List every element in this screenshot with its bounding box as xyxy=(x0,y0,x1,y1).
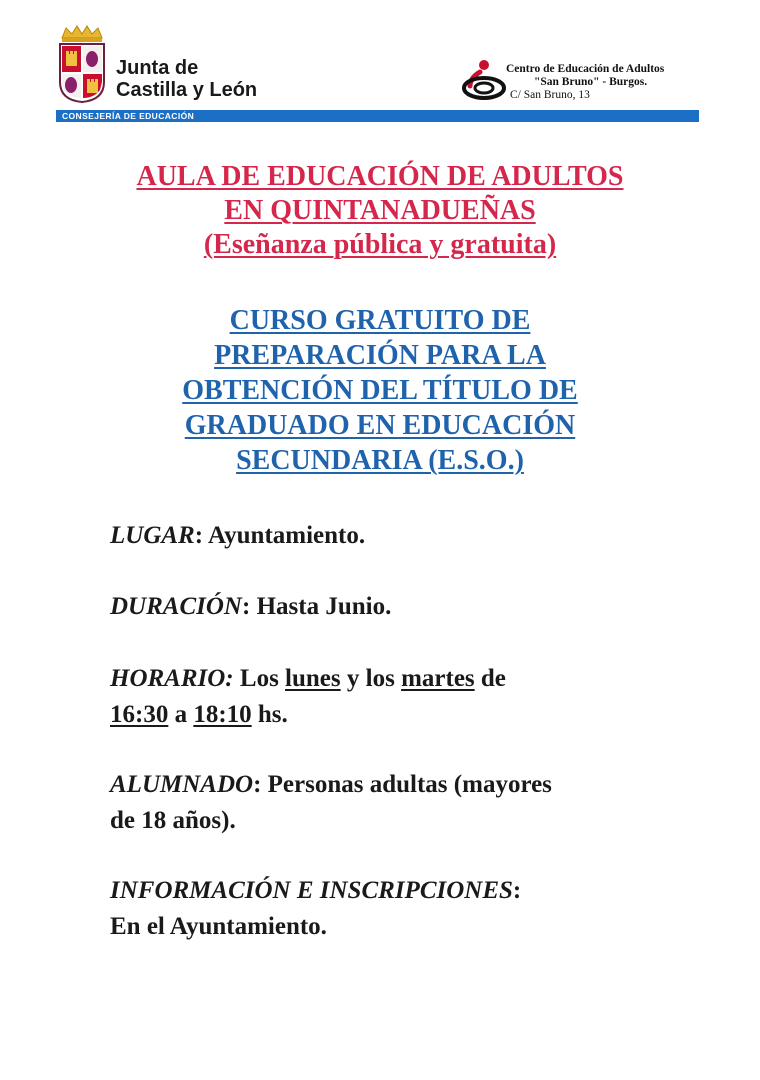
center-location: "San Bruno" - Burgos. xyxy=(534,76,648,88)
course-title-line1: CURSO GRATUITO DE xyxy=(229,305,531,336)
informacion-section: INFORMACIÓN E INSCRIPCIONES: En el Ayuntamiento. xyxy=(110,873,710,945)
horario-end-time: 18:10 xyxy=(193,701,252,728)
informacion-label: INFORMACIÓN E INSCRIPCIONES xyxy=(110,877,513,904)
aula-subtitle: (Eseñanza pública y gratuita) xyxy=(203,229,557,260)
jcyl-line1: Junta de xyxy=(116,57,199,79)
course-title-line4: GRADUADO EN EDUCACIÓN xyxy=(184,410,576,441)
informacion-value: En el Ayuntamiento. xyxy=(110,913,327,940)
horario-section xyxy=(110,661,710,733)
horario-label: HORARIO: xyxy=(110,665,234,692)
course-title-line5: SECUNDARIA (E.S.O.) xyxy=(236,445,524,476)
adult-education-center-logo-icon xyxy=(460,52,510,102)
course-title-line2: PREPARACIÓN PARA LA xyxy=(214,340,546,371)
horario-text: hs. xyxy=(257,701,288,728)
duracion-section: DURACIÓN: Hasta Junio. xyxy=(110,593,392,620)
lugar-value: Ayuntamiento. xyxy=(207,522,366,549)
castilla-leon-shield-icon xyxy=(56,24,108,104)
jcyl-line2: Castilla y León xyxy=(116,79,258,101)
horario-start-time: 16:30 xyxy=(110,701,169,728)
course-title xyxy=(0,303,760,478)
horario-text: Los xyxy=(239,665,279,692)
alumnado-label: ALUMNADO xyxy=(110,771,254,798)
horario-day-tuesday: martes xyxy=(401,665,475,692)
alumnado-value-line1: Personas adultas (mayores xyxy=(267,771,552,798)
horario-text: de xyxy=(480,665,506,692)
aula-title xyxy=(0,160,760,262)
aula-title-line1: AULA DE EDUCACIÓN DE ADULTOS xyxy=(136,161,624,192)
duracion-value: Hasta Junio. xyxy=(256,593,392,620)
consejeria-label: CONSEJERÍA DE EDUCACIÓN xyxy=(62,111,195,121)
letterhead xyxy=(0,0,760,130)
lugar-label: LUGAR xyxy=(110,522,195,549)
course-title-line3: OBTENCIÓN DEL TÍTULO DE xyxy=(182,375,578,406)
jcyl-wordmark xyxy=(116,57,257,101)
aula-title-line2: EN QUINTANADUEÑAS xyxy=(224,195,536,226)
alumnado-section: ALUMNADO: Personas adultas (mayores de 18 años). xyxy=(110,767,710,839)
horario-text: a xyxy=(174,701,188,728)
horario-day-monday: lunes xyxy=(285,665,341,692)
lugar-section: LUGAR: Ayuntamiento. xyxy=(110,522,366,549)
center-address xyxy=(506,63,664,102)
center-street: C/ San Bruno, 13 xyxy=(510,89,590,101)
center-name: Centro de Educación de Adultos xyxy=(506,63,665,75)
duracion-label: DURACIÓN xyxy=(110,593,242,620)
alumnado-value-line2: de 18 años). xyxy=(110,807,236,834)
horario-text: y los xyxy=(346,665,395,692)
